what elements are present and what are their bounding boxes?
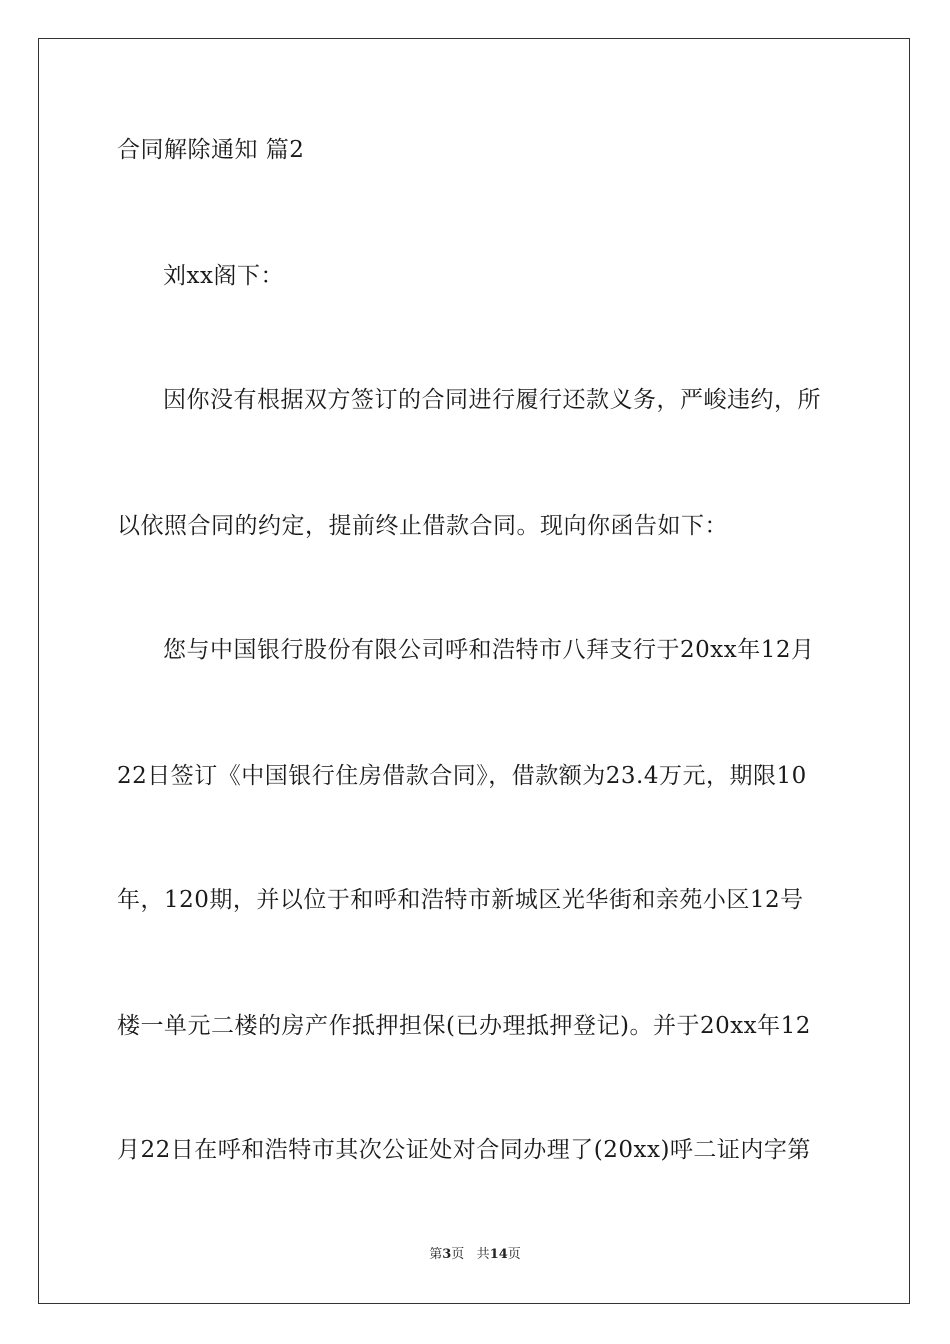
body-line-6: 楼一单元二楼的房产作抵押担保(已办理抵押登记)。并于20xx年12	[117, 1013, 811, 1039]
body-line-1: 因你没有根据双方签订的合同进行履行还款义务，严峻违约，所	[163, 387, 821, 413]
footer-total-prefix: 共	[476, 1247, 490, 1262]
body-line-5: 年，120期，并以位于和呼和浩特市新城区光华街和亲苑小区12号	[117, 887, 804, 913]
footer-page-prefix: 第	[429, 1247, 443, 1262]
page-footer	[0, 1247, 950, 1263]
page-border	[38, 38, 910, 1304]
footer-page-suffix: 页	[451, 1247, 465, 1262]
body-line-3: 您与中国银行股份有限公司呼和浩特市八拜支行于20xx年12月	[163, 637, 815, 663]
document-heading: 合同解除通知 篇2	[117, 137, 305, 163]
footer-total-suffix: 页	[507, 1247, 521, 1262]
body-line-2: 以依照合同的约定，提前终止借款合同。现向你函告如下：	[117, 513, 728, 539]
body-line-4: 22日签订《中国银行住房借款合同》，借款额为23.4万元，期限10	[117, 763, 807, 789]
footer-total-pages: 14	[489, 1247, 508, 1262]
salutation: 刘xx阁下：	[163, 263, 284, 289]
body-line-7: 月22日在呼和浩特市其次公证处对合同办理了(20xx)呼二证内字第	[117, 1137, 811, 1163]
footer-page-number: 3	[442, 1247, 452, 1262]
